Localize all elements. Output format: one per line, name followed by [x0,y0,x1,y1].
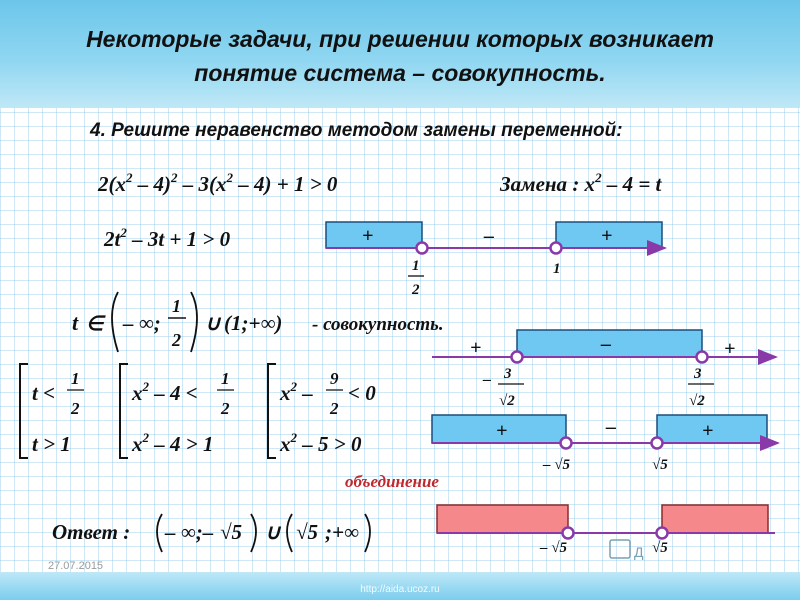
svg-text:x2 –: $x^2$ – [280,379,313,405]
svg-text:1: 1 [172,296,181,316]
svg-text:t <: t < [32,381,56,405]
system-x-2 [268,364,376,458]
svg-text:– ∞;: – ∞; [123,311,161,335]
svg-text:Д: Д [634,544,644,560]
svg-text:+: + [470,337,482,359]
sign-plus-1: + [362,225,374,247]
svg-text:– √5: – √5 [540,540,567,556]
logo-icon [610,540,630,558]
svg-text:∪: ∪ [265,520,281,544]
label-half-num: 1 [412,258,420,274]
svg-text:x2 – 5 > 0: $x^2 - 5 > 0$ [280,430,362,456]
svg-text:√2: √2 [499,393,515,409]
solution-set-t [72,292,282,352]
system-t [20,364,84,458]
number-line-answer [437,505,775,560]
svg-text:2: 2 [71,399,80,418]
set-type-note: - совокупность. [312,314,444,335]
answer [52,514,370,552]
svg-text:x2 – 4 <: $x^2 - 4$ < [132,379,198,405]
point-one [551,243,562,254]
svg-text:+: + [496,420,508,442]
svg-text:– √5: – √5 [543,457,570,473]
svg-text:√5: √5 [652,457,668,473]
svg-text:2: 2 [221,399,230,418]
svg-text:–: – [601,333,611,355]
label-half-den: 2 [412,282,420,298]
svg-text:–: – [606,416,616,438]
svg-text:–: – [483,371,491,388]
svg-text:√5: √5 [220,520,243,544]
number-line-root5 [432,415,778,473]
site-link[interactable]: http://aida.ucoz.ru [360,584,440,595]
svg-text:(1;+∞): (1;+∞) [224,311,283,335]
svg-text:t > 1: t > 1 [32,432,71,456]
slide-title-line-1: Некоторые задачи, при решении которых возникает [86,26,714,52]
svg-text:√2: √2 [689,393,705,409]
svg-text:2: 2 [172,330,181,350]
svg-text:9: 9 [330,369,339,388]
svg-text:∈: ∈ [86,313,104,335]
svg-text:1: 1 [71,369,80,388]
svg-text:;+∞: ;+∞ [325,520,359,544]
system-x-1 [120,364,234,458]
slide-date: 27.07.2015 [48,560,104,572]
quadratic-in-t: $2t^2 - 3t + 1 > 0$ [104,225,231,251]
union-label: объединение [345,472,439,491]
sign-minus-1: – [484,225,494,247]
interval-left [326,222,422,248]
svg-text:– ∞;–: – ∞;– [165,520,214,544]
svg-text:+: + [702,420,714,442]
svg-text:√5: √5 [296,520,319,544]
svg-text:1: 1 [221,369,230,388]
svg-text:+: + [724,338,736,360]
svg-text:∪: ∪ [205,311,221,335]
svg-text:t: t [72,310,79,335]
slide-title-line-2: понятие система – совокупность. [194,60,606,86]
answer-label: Ответ : [52,520,131,544]
svg-text:2: 2 [330,399,339,418]
svg-text:√5: √5 [652,540,668,556]
svg-text:3: 3 [694,366,702,382]
svg-text:< 0: < 0 [348,381,376,405]
point-half [417,243,428,254]
svg-text:x2 – 4 > 1: $x^2 - 4 > 1$ [132,430,214,456]
main-inequality: $2(x^2 - 4)^2 - 3(x^2 - 4) + 1 > 0$ [98,170,338,196]
label-one: 1 [553,261,561,277]
number-line-t [326,222,665,298]
sign-plus-2: + [601,225,613,247]
substitution-label: Замена [500,172,568,196]
substitution: Замена : $x^2 - 4 = t$ [500,170,662,196]
number-line-3-over-root2 [432,330,776,409]
svg-text:3: 3 [504,366,512,382]
task-title: 4. Решите неравенство методом замены переменной: [90,120,623,141]
